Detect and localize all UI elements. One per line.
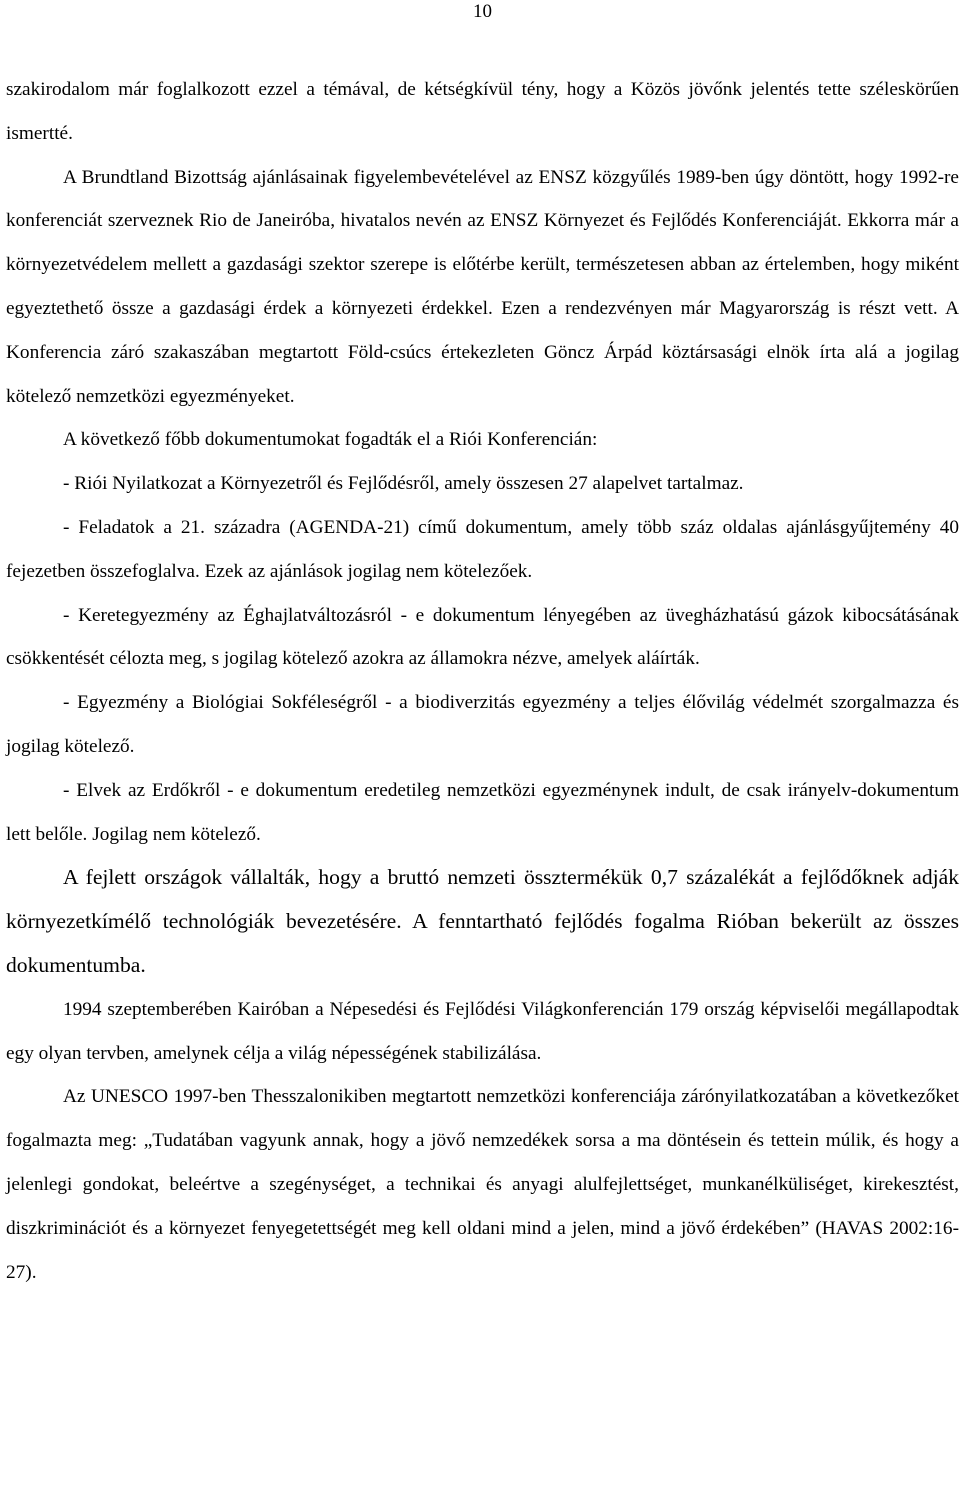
paragraph-brundtland: A Brundtland Bizottság ajánlásainak figyelembevételével az ENSZ közgyűlés 1989-ben úgy döntött, hogy 1992-re konferenciát szerveznek Rio de Janeiróba, hivatalos nevén az ENSZ Környezet és Fejlődés Konferenciáját. Ekkorra már a környezetvédelem mellett a gazdasági szektor szerepe is előtérbe került, természetesen abban az értelemben, hogy miként egyeztethető össze a gazdasági érdek a környezeti érdekkel. Ezen a rendezvényen már Magyarország is részt vett. A Konferencia záró szakaszában megtartott Föld-csúcs értekezleten Göncz Árpád köztársasági elnök írta alá a jogilag kötelező nemzetközi egyezményeket.: [6, 166, 959, 407]
list-item-climate-convention: - Keretegyezmény az Éghajlatváltozásról - e dokumentum lényegében az üvegházhatású gázok kibocsátásának csökkentését célozta meg, s jogilag kötelező azokra az államokra nézve, amelyek aláírták.: [6, 604, 959, 670]
paragraph-unesco-thessaloniki: Az UNESCO 1997-ben Thesszalonikiben megtartott nemzetközi konferenciája zárónyilatkozatában a következőket fogalmazta meg: „Tudatában vagyunk annak, hogy a jövő nemzedékek sorsa a ma döntésein és tettein múlik, és hogy a jelenlegi gondokat, beleértve a szegénységet, a technikai és anyagi alulfejlettséget, munkanélküliséget, kirekesztést, diszkriminációt és a környezet fenyegetettségét meg kell oldani mind a jelen, mind a jövő érdekében” (HAVAS 2002:16-27).: [6, 1086, 959, 1283]
paragraph-continuation: szakirodalom már foglalkozott ezzel a témával, de kétségkívül tény, hogy a Közös jövőnk jelentés tette széleskörűen ismertté.: [6, 79, 959, 144]
document-body: [6, 68, 959, 1294]
list-item-forest-principles: - Elvek az Erdőkről - e dokumentum eredetileg nemzetközi egyezménynek indult, de csak irányelv-dokumentum lett belőle. Jogilag nem kötelező.: [6, 779, 959, 845]
paragraph-rio-documents-intro: A következő főbb dokumentumokat fogadták el a Riói Konferencián:: [63, 429, 598, 451]
page-number: 10: [473, 1, 492, 22]
list-item-agenda-21: - Feladatok a 21. századra (AGENDA-21) című dokumentum, amely több száz oldalas ajánlásgyűjtemény 40 fejezetben összefoglalva. Ezek az ajánlások jogilag nem kötelezőek.: [6, 516, 959, 582]
list-item-biodiversity-convention: - Egyezmény a Biológiai Sokféleségről - a biodiverzitás egyezmény a teljes élővilág védelmét szorgalmazza és jogilag kötelező.: [6, 692, 959, 757]
paragraph-developed-countries: A fejlett országok vállalták, hogy a bruttó nemzeti össztermékük 0,7 százalékát a fejlődőknek adják környezetkímélő technológiák bevezetésére. A fenntartható fejlődés fogalma Rióban bekerült az összes dokumentumba.: [6, 865, 959, 977]
paragraph-cairo-conference: 1994 szeptemberében Kairóban a Népesedési és Fejlődési Világkonferencián 179 ország képviselői megállapodtak egy olyan tervben, amelynek célja a világ népességének stabilizálása.: [6, 998, 959, 1064]
list-item-rio-declaration: - Riói Nyilatkozat a Környezetről és Fejlődésről, amely összesen 27 alapelvet tartalmaz.: [63, 473, 744, 495]
